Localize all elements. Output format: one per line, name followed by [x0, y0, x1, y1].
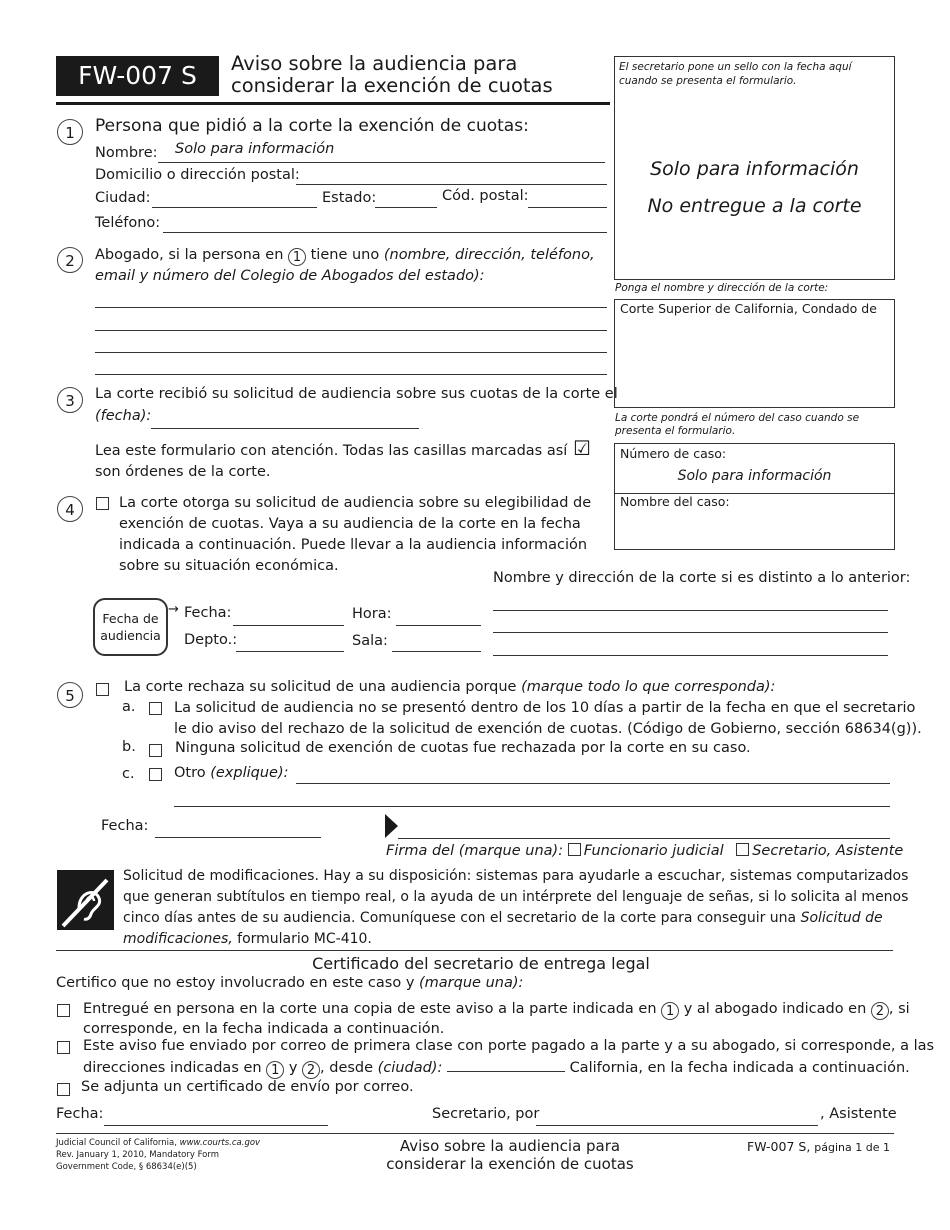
other-court-label: Nombre y dirección de la corte si es distinto a lo anterior: [493, 570, 911, 586]
deny-hearing-checkbox[interactable] [96, 683, 109, 696]
city-label: Ciudad: [95, 190, 151, 206]
judicial-officer-checkbox[interactable] [568, 843, 581, 856]
deputy-label: , Asistente [820, 1106, 897, 1122]
reason-b-checkbox[interactable] [149, 744, 162, 757]
footer-left: Judicial Council of California, www.courts.ca.gov Rev. January 1, 2010, Mandatory Form Government Code, § 68634(e)(5) [56, 1138, 261, 1172]
case-name-box[interactable] [614, 493, 895, 550]
certificate-rule [56, 950, 893, 951]
case-number-note: La corte pondrá el número del caso cuando se presenta el formulario. [615, 412, 860, 437]
ref-item-2: 2 [871, 1002, 889, 1020]
arrow-right-icon: → [168, 602, 179, 617]
address-field[interactable] [296, 184, 607, 185]
reason-a-label: a. [122, 699, 136, 715]
form-number: FW-007 S [78, 61, 197, 90]
case-number-value: Solo para información [677, 468, 832, 484]
mail-certificate-checkbox[interactable] [57, 1083, 70, 1096]
city-field[interactable] [152, 207, 317, 208]
hearing-dept-field[interactable] [236, 651, 344, 652]
attorney-line-1[interactable] [95, 307, 607, 308]
hearing-date-field[interactable] [233, 625, 344, 626]
deny-hearing-text: La corte rechaza su solicitud de una audiencia porque (marque todo lo que corresponda): [124, 679, 776, 695]
mail-city-field[interactable] [447, 1057, 565, 1072]
signature-arrow-icon [385, 814, 398, 838]
state-label: Estado: [322, 190, 377, 206]
reason-c-checkbox[interactable] [149, 768, 162, 781]
footer-title: Aviso sobre la audiencia para considerar la exención de cuotas [386, 1137, 634, 1173]
checked-box-example-icon: ☑ [573, 436, 591, 460]
attorney-line-4[interactable] [95, 374, 607, 375]
hearing-room-field[interactable] [392, 651, 481, 652]
phone-label: Teléfono: [95, 215, 161, 231]
reason-a-text: La solicitud de audiencia no se presentó dentro de los 10 días a partir de la fecha en que el secretario le dio aviso del rechazo de la solicitud de exención de cuotas. (Código de Gobierno, sección 68634(g)). [174, 700, 922, 737]
court-info-value: Corte Superior de California, Condado de [620, 301, 877, 316]
personal-service-checkbox[interactable] [57, 1004, 70, 1017]
grant-hearing-text: La corte otorga su solicitud de audiencia sobre su elegibilidad de exención de cuotas. Vaya a su audiencia de la corte en la fecha indicada a continuación. Puede llevar a la audiencia información sobre su situación económica. [119, 495, 592, 574]
attorney-line-2[interactable] [95, 330, 607, 331]
attorney-line-3[interactable] [95, 352, 607, 353]
hearing-date-badge: Fecha de audiencia [93, 598, 168, 656]
item-number-3: 3 [57, 387, 83, 413]
reason-c-text: Otro (explique): [174, 765, 289, 781]
court-info-box[interactable] [614, 299, 895, 408]
form-number-badge [56, 56, 219, 96]
ref-item-1: 1 [661, 1002, 679, 1020]
ref-item-1: 1 [266, 1061, 284, 1079]
ref-item-2: 2 [302, 1061, 320, 1079]
request-date-field[interactable] [151, 428, 419, 429]
reason-b-text: Ninguna solicitud de exención de cuotas fue rechazada por la corte en su caso. [175, 740, 751, 756]
attorney-instructions: Abogado, si la persona en 1 tiene uno (nombre, dirección, teléfono, email y número del Colegio de Abogados del estado): [95, 247, 595, 284]
signature-date-label: Fecha: [101, 818, 149, 834]
other-court-line-1[interactable] [493, 610, 888, 611]
accommodations-text: Solicitud de modificaciones. Hay a su disposición: sistemas para ayudarle a escuchar, sistemas computarizados que generan subtítulos en tiempo real, o la ayuda de un intérprete del lenguaje de señas, si lo solicita al menos cinco días antes de su audiencia. Comuníquese con el secretario de la corte para conseguir una Solicitud de modificaciones, formulario MC-410. [123, 868, 909, 947]
hearing-room-label: Sala: [352, 633, 388, 649]
reason-a-checkbox[interactable] [149, 702, 162, 715]
clerk-stamp-box [614, 56, 895, 280]
clerk-stamp-instructions: El secretario pone un sello con la fecha aquí cuando se presenta el formulario. [619, 61, 852, 87]
hearing-assistance-icon [57, 870, 114, 930]
signature-field[interactable] [398, 838, 890, 839]
hearing-date-label: Fecha: [184, 605, 232, 621]
form-title: Aviso sobre la audiencia para considerar la exención de cuotas [231, 52, 553, 97]
hearing-dept-label: Depto.: [184, 632, 238, 648]
request-date-label: (fecha): [95, 408, 152, 424]
item-number-2: 2 [57, 247, 83, 273]
reason-c-field-1[interactable] [296, 783, 890, 784]
footer-page: FW-007 S, página 1 de 1 [747, 1139, 890, 1154]
item-number-1: 1 [57, 119, 83, 145]
grant-hearing-checkbox[interactable] [96, 497, 109, 510]
name-field[interactable] [158, 162, 605, 163]
reason-c-field-2[interactable] [174, 806, 890, 807]
mail-service-checkbox[interactable] [57, 1041, 70, 1054]
hearing-time-label: Hora: [352, 606, 392, 622]
zip-field[interactable] [528, 207, 607, 208]
case-name-label: Nombre del caso: [620, 494, 730, 509]
hearing-time-field[interactable] [396, 625, 481, 626]
certificate-title: Certificado del secretario de entrega legal [312, 954, 650, 973]
clerk-by-field[interactable] [536, 1125, 818, 1126]
case-number-label: Número de caso: [620, 446, 727, 461]
certificate-intro: Certifico que no estoy involucrado en este caso y (marque una): [56, 975, 524, 991]
clerk-deputy-checkbox[interactable] [736, 843, 749, 856]
zip-label: Cód. postal: [442, 188, 529, 204]
certificate-date-label: Fecha: [56, 1106, 104, 1122]
case-number-box[interactable] [614, 443, 895, 494]
clerk-by-label: Secretario, por [432, 1106, 540, 1122]
other-court-line-3[interactable] [493, 655, 888, 656]
signer-type-row: Firma del (marque una): Funcionario judicial Secretario, Asistente [386, 843, 904, 859]
mail-certificate-text: Se adjunta un certificado de envío por correo. [81, 1079, 414, 1095]
other-court-line-2[interactable] [493, 632, 888, 633]
signature-date-field[interactable] [155, 837, 321, 838]
mail-service-text: Este aviso fue enviado por correo de primera clase con porte pagado a la parte y a su abogado, si corresponde, a las direcciones indicadas en 1 y 2 , desde (ciudad): California, en la fecha indicada a continuación. [83, 1038, 935, 1078]
reason-c-label: c. [122, 766, 135, 782]
info-only-watermark: Solo para información No entregue a la corte [647, 158, 862, 217]
read-carefully-text: Lea este formulario con atención. Todas las casillas marcadas así son órdenes de la corte. [95, 443, 568, 480]
item-number-4: 4 [57, 496, 83, 522]
personal-service-text: Entregué en persona en la corte una copia de este aviso a la parte indicada en 1 y al abogado indicado en 2 , si corresponde, en la fecha indicada a continuación. [83, 1001, 910, 1037]
ref-item-1: 1 [288, 248, 306, 266]
name-value: Solo para información [175, 141, 335, 157]
state-field[interactable] [375, 207, 437, 208]
section1-heading: Persona que pidió a la corte la exención de cuotas: [95, 116, 529, 136]
court-info-label: Ponga el nombre y dirección de la corte: [615, 282, 829, 294]
footer-rule [56, 1133, 894, 1134]
request-received-text: La corte recibió su solicitud de audiencia sobre sus cuotas de la corte el [95, 386, 618, 402]
certificate-date-field[interactable] [104, 1125, 328, 1126]
item-number-5: 5 [57, 682, 83, 708]
header-rule [56, 102, 610, 105]
address-label: Domicilio o dirección postal: [95, 167, 300, 183]
phone-field[interactable] [163, 232, 607, 233]
reason-b-label: b. [122, 739, 136, 755]
name-label: Nombre: [95, 145, 158, 161]
